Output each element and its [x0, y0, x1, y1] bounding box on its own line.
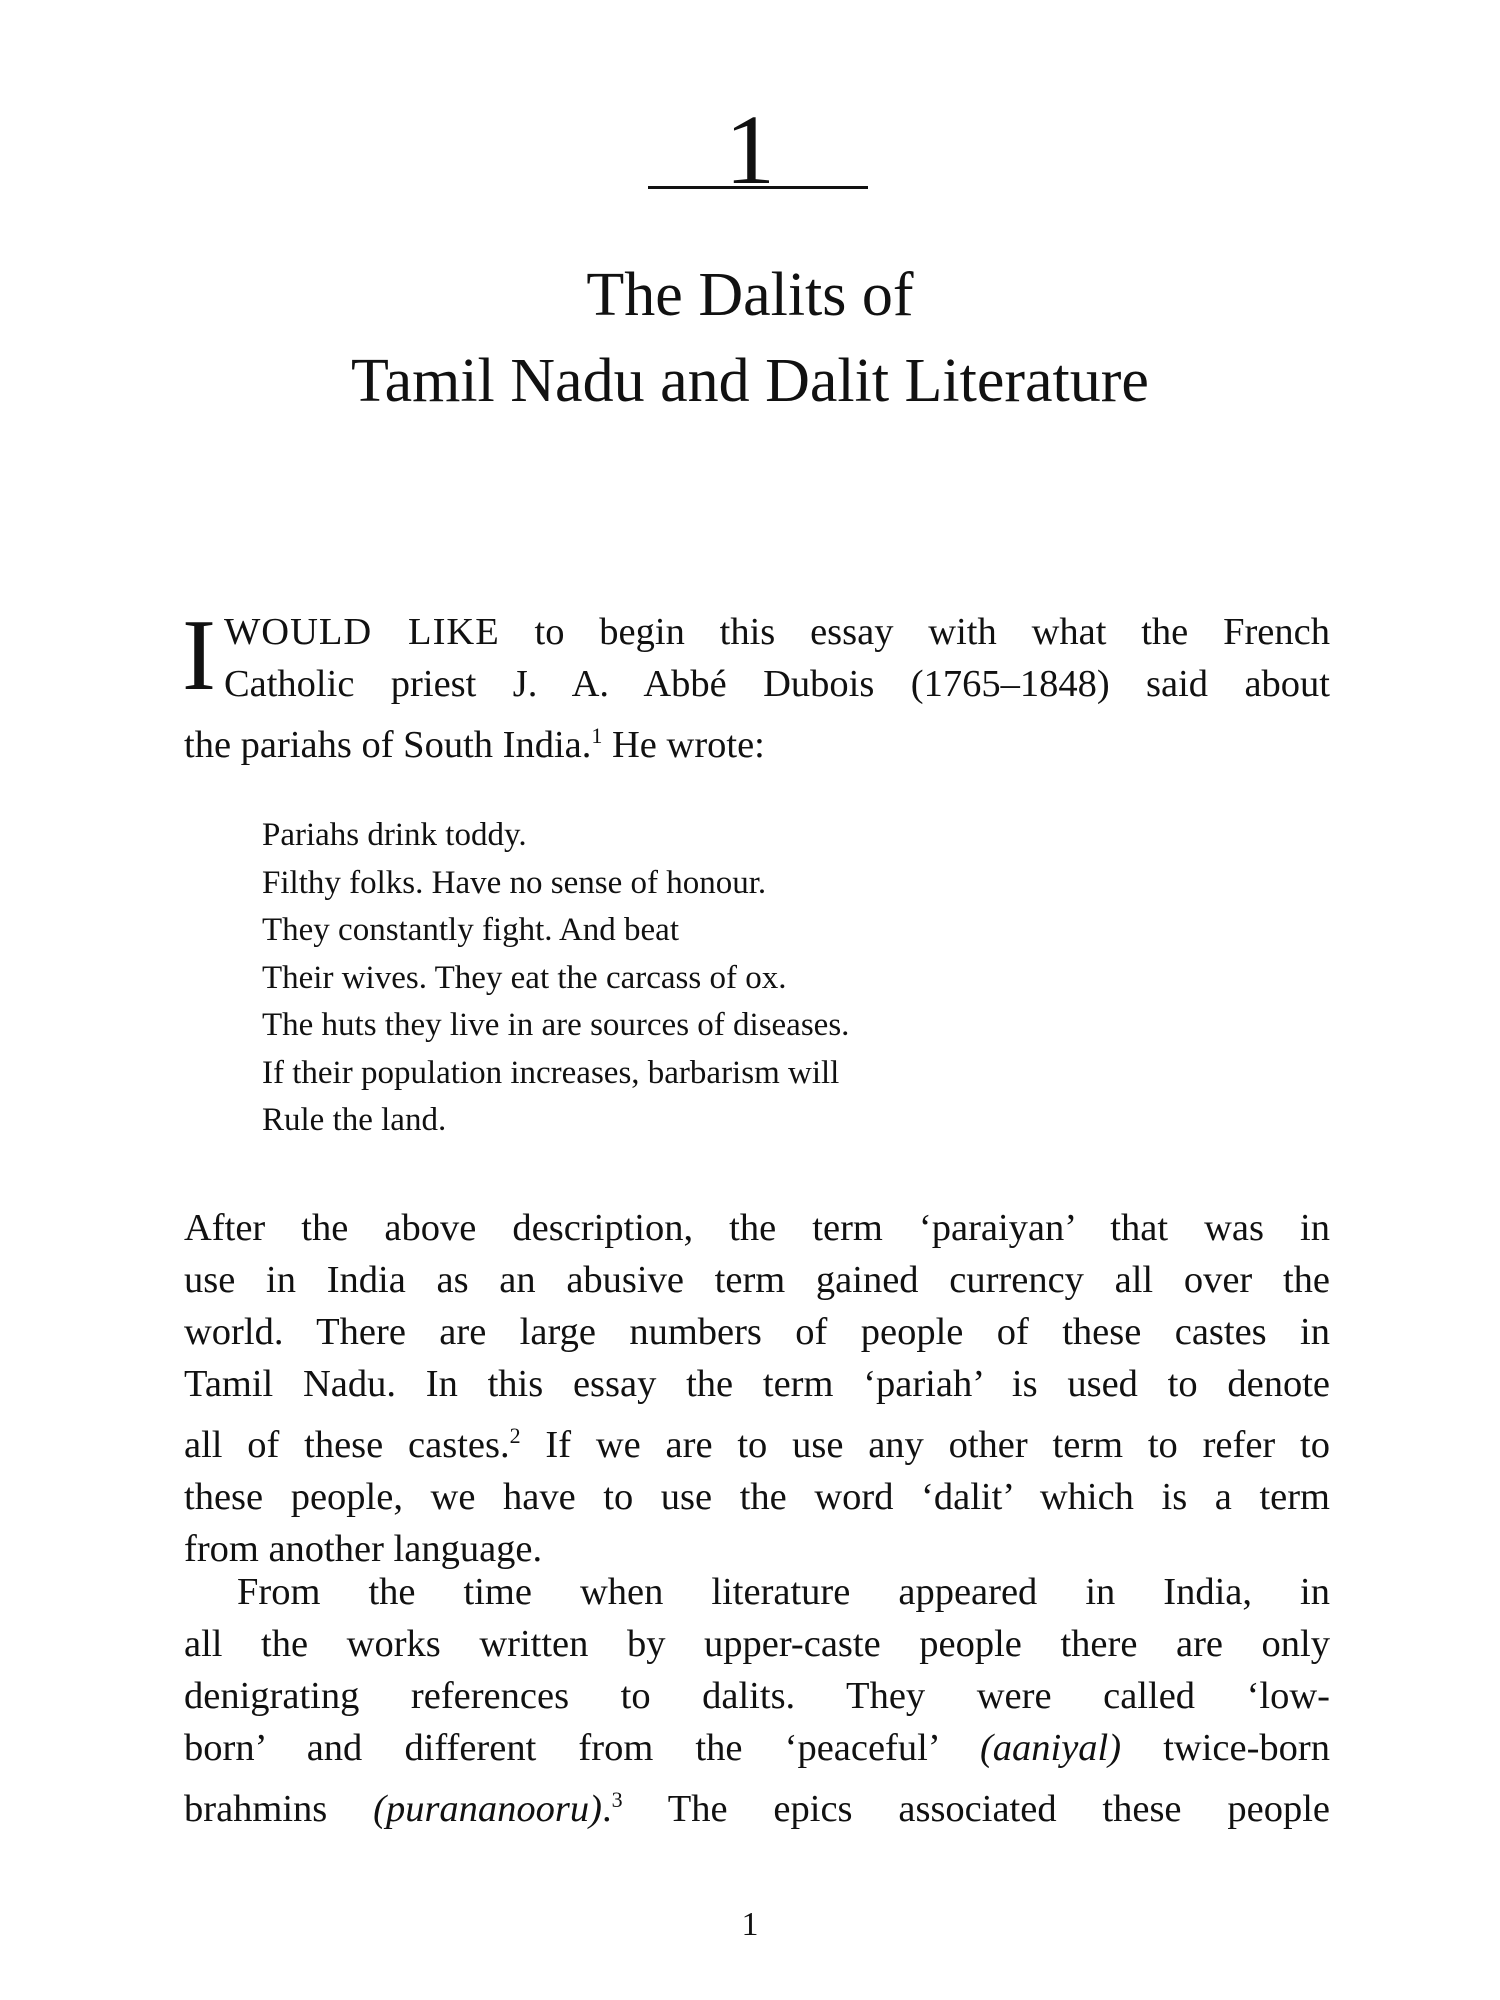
- paragraph-3-line: From the time when literature appeared in India, in: [237, 1571, 1330, 1613]
- verse-line: Filthy folks. Have no sense of honour.: [262, 864, 767, 901]
- intro-line-1-rest: to begin this essay with what the French: [499, 611, 1330, 653]
- paragraph-2-line: from another language.: [184, 1527, 543, 1570]
- paragraph-3-line: all the works written by upper-caste people there are only: [184, 1623, 1330, 1665]
- paragraph-2-line: After the above description, the term ‘paraiyan’ that was in: [184, 1207, 1330, 1249]
- intro-small-caps: WOULD LIKE: [223, 611, 500, 653]
- paragraph-3-line-5-end: The epics associated these people: [622, 1787, 1330, 1830]
- paragraph-2-line: these people, we have to use the word ‘dalit’ which is a term: [184, 1475, 1330, 1518]
- intro-line-1: [184, 606, 1330, 658]
- verse-line: They constantly fight. And beat: [262, 912, 679, 948]
- verse-line: Rule the land.: [262, 1102, 447, 1138]
- footnote-ref-1: 1: [591, 723, 603, 748]
- paragraph-3-line-5-dot: .: [601, 1787, 612, 1830]
- paragraph-2-line: [184, 1410, 1330, 1471]
- page-number: 1: [741, 1906, 759, 1943]
- paragraph-3-line: [184, 1774, 1330, 1835]
- footnote-ref-2: 2: [509, 1423, 521, 1448]
- paragraph-2-line-5-start: all of these castes.: [184, 1423, 510, 1466]
- intro-paragraph: [182, 599, 1330, 771]
- intro-line-2: Catholic priest J. A. Abbé Dubois (1765–1848) said about: [223, 663, 1330, 705]
- chapter-title: [0, 252, 1500, 424]
- paragraph-3: [184, 1566, 1330, 1835]
- verse-line: If their population increases, barbarism will: [262, 1054, 840, 1091]
- intro-line-3: [184, 710, 1330, 771]
- paragraph-3-line: [184, 1722, 1330, 1774]
- chapter-number: 1: [725, 94, 775, 205]
- paragraph-3-line-5-start: brahmins: [184, 1787, 374, 1830]
- paragraph-2-line-5-end: If we are to use any other term to refer to: [520, 1423, 1330, 1466]
- chapter-rule: [648, 186, 868, 189]
- intro-line-3-text: the pariahs of South India.: [184, 723, 592, 766]
- paragraph-2-line: use in India as an abusive term gained currency all over the: [184, 1259, 1330, 1301]
- paragraph-2: [184, 1202, 1330, 1575]
- verse-line: Their wives. They eat the carcass of ox.: [262, 959, 787, 996]
- chapter-title-line-1: The Dalits of: [586, 261, 914, 329]
- chapter-title-line-2: Tamil Nadu and Dalit Literature: [351, 347, 1149, 415]
- paragraph-3-line-4-end: twice-born: [1121, 1727, 1330, 1769]
- paragraph-2-line: world. There are large numbers of people of these castes in: [184, 1311, 1330, 1353]
- verse-line: Pariahs drink toddy.: [262, 817, 527, 853]
- footnote-ref-3: 3: [611, 1787, 623, 1812]
- drop-cap: I: [182, 599, 216, 712]
- paragraph-3-line: denigrating references to dalits. They were called ‘low-: [184, 1675, 1330, 1717]
- paragraph-2-line: Tamil Nadu. In this essay the term ‘pariah’ is used to denote: [184, 1363, 1330, 1405]
- italic-term-aaniyal: (aaniyal): [979, 1727, 1122, 1769]
- paragraph-3-line-4-start: born’ and different from the ‘peaceful’: [184, 1727, 980, 1769]
- intro-line-3-end: He wrote:: [602, 723, 765, 766]
- verse-quote: [262, 812, 849, 1145]
- italic-term-purananooru: (purananooru): [373, 1787, 602, 1830]
- verse-line: The huts they live in are sources of diseases.: [262, 1007, 850, 1043]
